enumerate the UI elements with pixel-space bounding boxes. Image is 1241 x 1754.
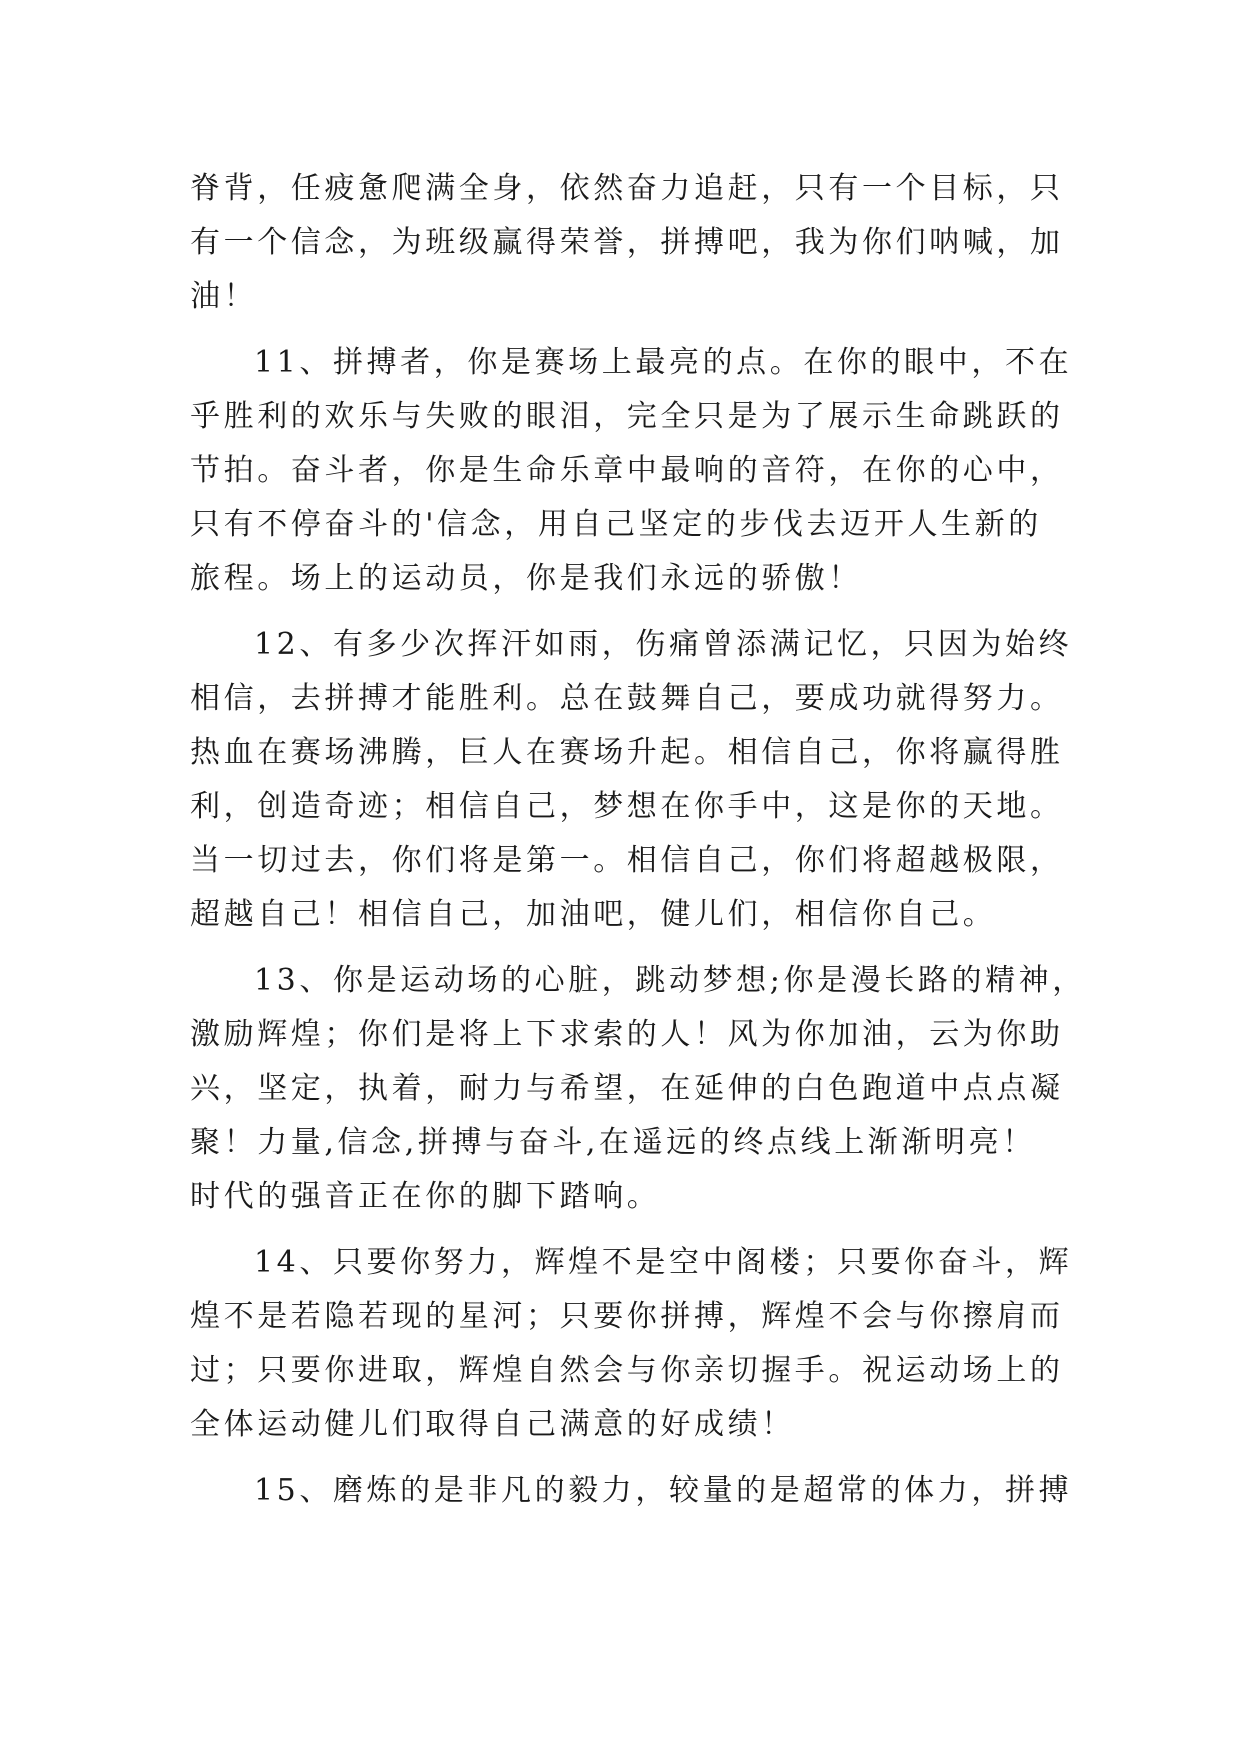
text-line: 14、只要你努力，辉煌不是空中阁楼；只要你奋斗，辉 <box>254 1245 1073 1280</box>
text-line: 油！ <box>190 279 258 314</box>
paragraph-15 <box>190 1464 1073 1518</box>
text-line: 超越自己！相信自己，加油吧，健儿们，相信你自己。 <box>190 897 997 932</box>
paragraph-13 <box>190 954 1086 1224</box>
document-body <box>190 162 1086 1530</box>
text-line: 15、磨炼的是非凡的毅力，较量的是超常的体力，拼搏 <box>254 1473 1073 1508</box>
text-line: 当一切过去，你们将是第一。相信自己，你们将超越极限， <box>190 843 1064 878</box>
paragraph-continuation <box>190 162 1064 324</box>
text-line: 热血在赛场沸腾，巨人在赛场升起。相信自己，你将赢得胜 <box>190 735 1064 770</box>
text-line: 有一个信念，为班级赢得荣誉，拼搏吧，我为你们呐喊，加 <box>190 225 1064 260</box>
text-line: 过；只要你进取，辉煌自然会与你亲切握手。祝运动场上的 <box>190 1353 1064 1388</box>
text-line: 相信，去拼搏才能胜利。总在鼓舞自己，要成功就得努力。 <box>190 681 1064 716</box>
text-line: 全体运动健儿们取得自己满意的好成绩！ <box>190 1407 795 1442</box>
text-line: 聚！力量,信念,拼搏与奋斗,在遥远的终点线上渐渐明亮！ <box>190 1125 1036 1160</box>
text-line: 利，创造奇迹；相信自己，梦想在你手中，这是你的天地。 <box>190 789 1064 824</box>
text-line: 煌不是若隐若现的星河；只要你拼搏，辉煌不会与你擦肩而 <box>190 1299 1064 1334</box>
paragraph-11 <box>190 336 1073 606</box>
paragraph-12 <box>190 618 1073 942</box>
text-line: 兴，坚定，执着，耐力与希望，在延伸的白色跑道中点点凝 <box>190 1071 1064 1106</box>
text-line: 乎胜利的欢乐与失败的眼泪，完全只是为了展示生命跳跃的 <box>190 399 1064 434</box>
text-line: 激励辉煌；你们是将上下求索的人！风为你加油，云为你助 <box>190 1017 1064 1052</box>
text-line: 12、有多少次挥汗如雨，伤痛曾添满记忆，只因为始终 <box>254 627 1073 662</box>
text-line: 节拍。奋斗者，你是生命乐章中最响的音符，在你的心中， <box>190 453 1064 488</box>
paragraph-14 <box>190 1236 1073 1452</box>
text-line: 时代的强音正在你的脚下踏响。 <box>190 1179 661 1214</box>
text-line: 旅程。场上的运动员，你是我们永远的骄傲！ <box>190 561 862 596</box>
text-line: 只有不停奋斗的'信念，用自己坚定的步伐去迈开人生新的 <box>190 507 1042 542</box>
text-line: 11、拼搏者，你是赛场上最亮的点。在你的眼中，不在 <box>254 345 1073 380</box>
text-line: 脊背，任疲惫爬满全身，依然奋力追赶，只有一个目标，只 <box>190 171 1064 206</box>
text-line: 13、你是运动场的心脏，跳动梦想;你是漫长路的精神， <box>254 963 1086 998</box>
